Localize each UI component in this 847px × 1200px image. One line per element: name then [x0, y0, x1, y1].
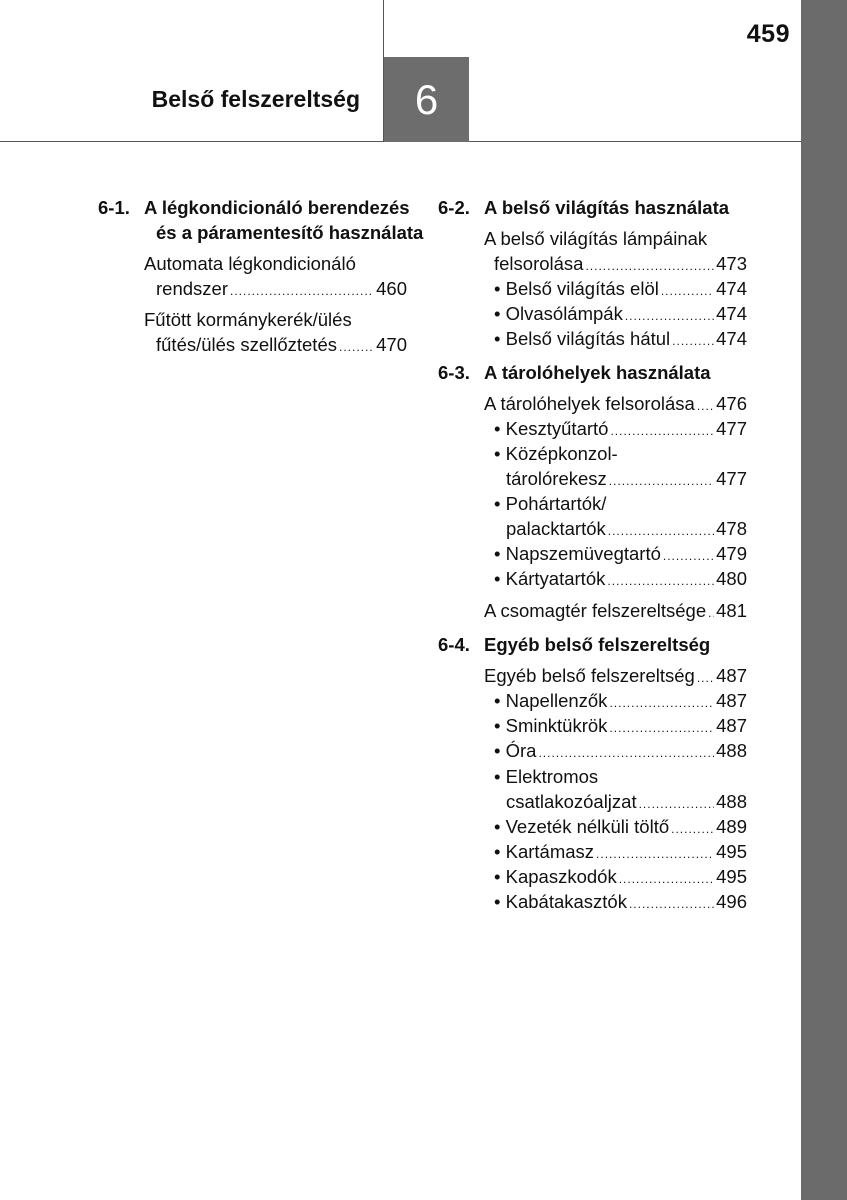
toc-entry[interactable] — [494, 688, 747, 716]
toc-entry-text: • Kártyatartók — [494, 568, 606, 589]
toc-entry-text: • Kartámasz — [494, 841, 595, 862]
toc-entry-text: • Kapaszkodók — [494, 866, 617, 887]
section-6-2-title: A belső világítás használata — [484, 197, 730, 218]
toc-entry-text: palacktartók — [506, 518, 606, 539]
chapter-title: Belső felszereltség — [151, 86, 360, 112]
toc-entry[interactable] — [156, 276, 407, 304]
toc-entry-page: 487 — [716, 690, 747, 711]
toc-entry-text: • Belső világítás elöl — [494, 278, 659, 299]
toc-entry[interactable] — [494, 738, 747, 766]
toc-entry-page: 480 — [716, 568, 747, 589]
toc-entry-text: Egyéb belső felszereltség — [484, 665, 695, 686]
toc-entry[interactable] — [494, 326, 747, 354]
section-6-1-title-line2: és a páramentesítő használata — [156, 222, 424, 243]
section-6-4-number: 6-4. — [438, 634, 470, 655]
toc-entry-page: 474 — [716, 278, 747, 299]
toc-entry-text: A tárolóhelyek felsorolása — [484, 393, 695, 414]
toc-entry-text: csatlakozóaljzat — [506, 791, 637, 812]
toc-entry-text: • Belső világítás hátul — [494, 328, 671, 349]
leader-dots — [538, 741, 714, 766]
toc-entry-line1: • Pohártartók/ — [494, 493, 607, 514]
leader-dots — [609, 469, 714, 494]
toc-entry-text: • Napellenzők — [494, 690, 608, 711]
section-6-1-title-line1: A légkondicionáló berendezés — [144, 197, 410, 218]
leader-dots — [629, 892, 714, 917]
toc-entry-text: • Olvasólámpák — [494, 303, 623, 324]
toc-entry-page: 476 — [716, 393, 747, 414]
toc-entry-line1: Automata légkondicionáló — [144, 253, 356, 274]
toc-entry[interactable] — [506, 516, 747, 544]
toc-entry-text: felsorolása — [494, 253, 584, 274]
leader-dots — [708, 601, 714, 626]
toc-entry-text: • Napszemüvegtartó — [494, 543, 661, 564]
toc-entry-page: 495 — [716, 841, 747, 862]
toc-entry-line1: • Elektromos — [494, 766, 599, 787]
toc-entry-text: • Kesztyűtartó — [494, 418, 609, 439]
toc-entry[interactable] — [494, 251, 747, 279]
chapter-sidebar-tab — [801, 0, 847, 1200]
toc-entry-line1: • Középkonzol- — [494, 443, 618, 464]
toc-entry-page: 477 — [716, 468, 747, 489]
toc-entry[interactable] — [494, 814, 747, 842]
chapter-number-box: 6 — [384, 57, 469, 142]
section-6-3-title: A tárolóhelyek használata — [484, 362, 711, 383]
toc-entry-text: • Vezeték nélküli töltő — [494, 816, 670, 837]
toc-entry-page: 487 — [716, 665, 747, 686]
toc-entry-page: 460 — [376, 278, 407, 299]
toc-entry-page: 487 — [716, 715, 747, 736]
toc-entry-page: 489 — [716, 816, 747, 837]
toc-entry-line1: A belső világítás lámpáinak — [484, 228, 708, 249]
toc-entry-text: • Sminktükrök — [494, 715, 608, 736]
toc-entry-page: 473 — [716, 253, 747, 274]
toc-entry-page: 488 — [716, 791, 747, 812]
leader-dots — [607, 569, 714, 594]
section-6-4-title: Egyéb belső felszereltség — [484, 634, 711, 655]
toc-entry[interactable] — [494, 301, 747, 329]
toc-entry[interactable] — [484, 663, 747, 691]
toc-entry[interactable] — [494, 566, 747, 594]
toc-entry-page: 478 — [716, 518, 747, 539]
toc-entry[interactable] — [494, 864, 747, 892]
section-6-1-number: 6-1. — [98, 197, 130, 218]
toc-entry[interactable] — [506, 466, 747, 494]
toc-entry[interactable] — [494, 713, 747, 741]
toc-entry-page: 470 — [376, 334, 407, 355]
toc-entry-text: fűtés/ülés szellőztetés — [156, 334, 337, 355]
leader-dots — [230, 279, 374, 304]
toc-entry[interactable] — [494, 541, 747, 569]
toc-entry[interactable] — [494, 889, 747, 917]
toc-entry-page: 479 — [716, 543, 747, 564]
leader-dots — [339, 335, 374, 360]
toc-entry-page: 488 — [716, 740, 747, 761]
toc-entry[interactable] — [494, 276, 747, 304]
page-number: 459 — [746, 20, 790, 48]
toc-entry-page: 477 — [716, 418, 747, 439]
toc-entry-page: 481 — [716, 600, 747, 621]
toc-entry-text: rendszer — [156, 278, 228, 299]
leader-dots — [610, 419, 714, 444]
section-6-3-number: 6-3. — [438, 362, 470, 383]
toc-entry-page: 496 — [716, 891, 747, 912]
section-6-2-number: 6-2. — [438, 197, 470, 218]
toc-entry-page: 495 — [716, 866, 747, 887]
toc-entry[interactable] — [484, 391, 747, 419]
toc-entry[interactable] — [484, 598, 747, 626]
toc-entry[interactable] — [506, 789, 747, 817]
toc-entry[interactable] — [494, 839, 747, 867]
toc-entry[interactable] — [156, 332, 407, 360]
toc-entry-page: 474 — [716, 328, 747, 349]
toc-entry-text: tárolórekesz — [506, 468, 607, 489]
toc-entry-line1: Fűtött kormánykerék/ülés — [144, 309, 352, 330]
toc-entry-text: • Kabátakasztók — [494, 891, 627, 912]
toc-entry[interactable] — [494, 416, 747, 444]
toc-entry-text: • Óra — [494, 740, 537, 761]
toc-entry-page: 474 — [716, 303, 747, 324]
leader-dots — [672, 329, 714, 354]
toc-entry-text: A csomagtér felszereltsége — [484, 600, 707, 621]
